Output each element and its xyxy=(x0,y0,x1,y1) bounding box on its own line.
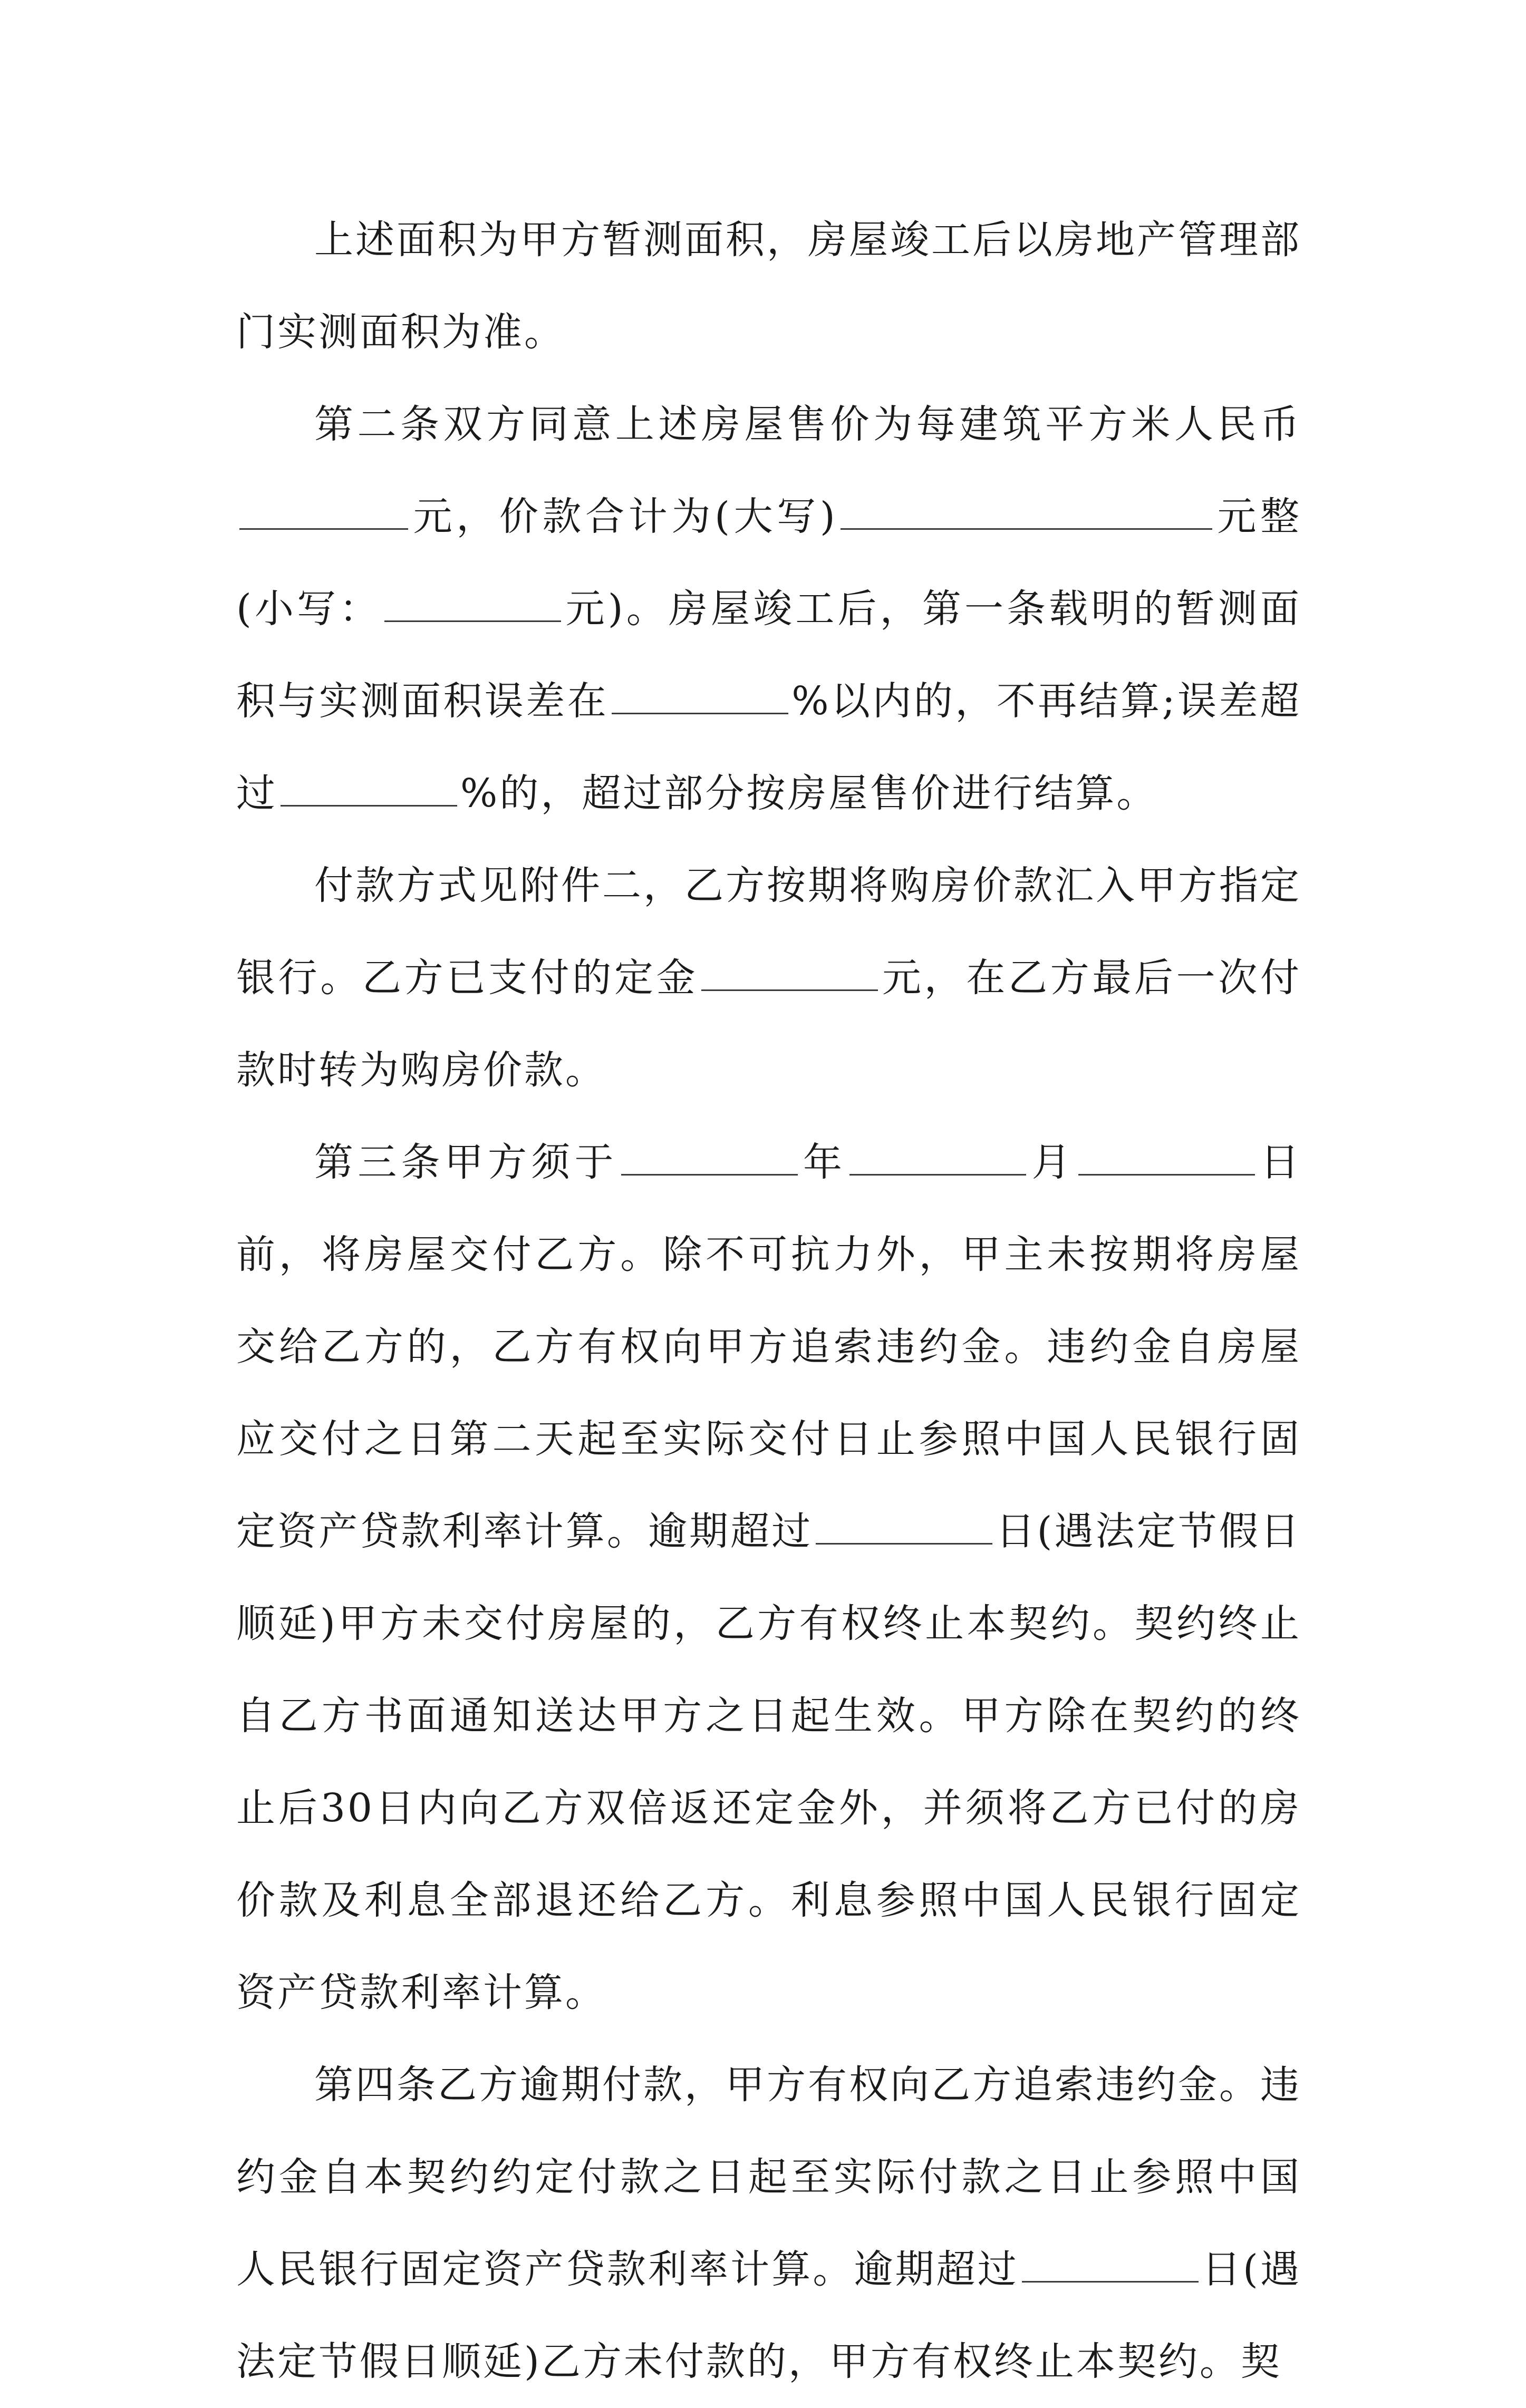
paragraph-text: %的，超过部分按房屋售价进行结算。 xyxy=(460,771,1158,816)
paragraph-text: %以内的，不再结算;误差超过 xyxy=(236,678,1302,816)
paragraph-text: 第二条双方同意上述房屋售价为每建筑平方米人民币 xyxy=(314,402,1301,447)
paragraph-text: 付款方式见附件二，乙方按期将购房价款汇入甲方指定银行。乙方已支付的定金 xyxy=(236,863,1301,1001)
paragraph-text: 第三条甲方须于 xyxy=(314,1140,618,1185)
paragraph-p4 xyxy=(236,1116,1301,2039)
paragraph-p2 xyxy=(236,378,1301,840)
paragraph-text: 元)。房屋竣工后，第一条载明的暂测面积与实测面积误差在 xyxy=(236,586,1301,724)
fill-in-blank xyxy=(1022,2248,1199,2283)
fill-in-blank xyxy=(281,772,457,807)
paragraph-p1 xyxy=(236,194,1301,378)
paragraph-text: 日前，将房屋交付乙方。除不可抗力外，甲主未按期将房屋交给乙方的，乙方有权向甲方追索违约金。违约金自房屋应交付之日第二天起至实际交付日止参照中国人民银行固定资产贷款利率计算。逾期超过 xyxy=(236,1140,1301,1554)
paragraph-p5 xyxy=(236,2039,1301,2408)
paragraph-text: 日(遇法定节假日顺延)甲方未交付房屋的，乙方有权终止本契约。契约终止自乙方书面通知送达甲方之日起生效。甲方除在契约的终止后30日内向乙方双倍返还定金外，并须将乙方已付的房价款及利息全部退还给乙方。利息参照中国人民银行固定资产贷款利率计算。 xyxy=(236,1509,1302,2015)
paragraph-text: 第四条乙方逾期付款，甲方有权向乙方追索违约金。违约金自本契约约定付款之日起至实际付款之日止参照中国人民银行固定资产贷款利率计算。逾期超过 xyxy=(236,2062,1301,2292)
paragraph-text: 元整(小写： xyxy=(236,494,1302,632)
paragraph-p3 xyxy=(236,840,1301,1116)
fill-in-blank xyxy=(239,496,408,530)
fill-in-blank xyxy=(701,957,878,991)
fill-in-blank xyxy=(384,588,561,622)
fill-in-blank xyxy=(1078,1141,1255,1176)
paragraph-text: 日(遇法定节假日顺延)乙方未付款的，甲方有权终止本契约。契 xyxy=(236,2247,1302,2384)
fill-in-blank xyxy=(621,1141,798,1176)
fill-in-blank xyxy=(849,1141,1026,1176)
paragraph-text: 元，价款合计为(大写) xyxy=(411,494,837,539)
paragraph-text: 上述面积为甲方暂测面积，房屋竣工后以房地产管理部门实测面积为准。 xyxy=(236,217,1301,355)
paragraph-text: 年 xyxy=(800,1140,847,1185)
paragraph-text: 元，在乙方最后一次付款时转为购房价款。 xyxy=(236,955,1302,1093)
fill-in-blank xyxy=(841,496,1212,530)
fill-in-blank xyxy=(816,1510,992,1545)
document-body xyxy=(236,194,1301,2408)
paragraph-text: 月 xyxy=(1029,1140,1075,1185)
fill-in-blank xyxy=(612,680,788,714)
